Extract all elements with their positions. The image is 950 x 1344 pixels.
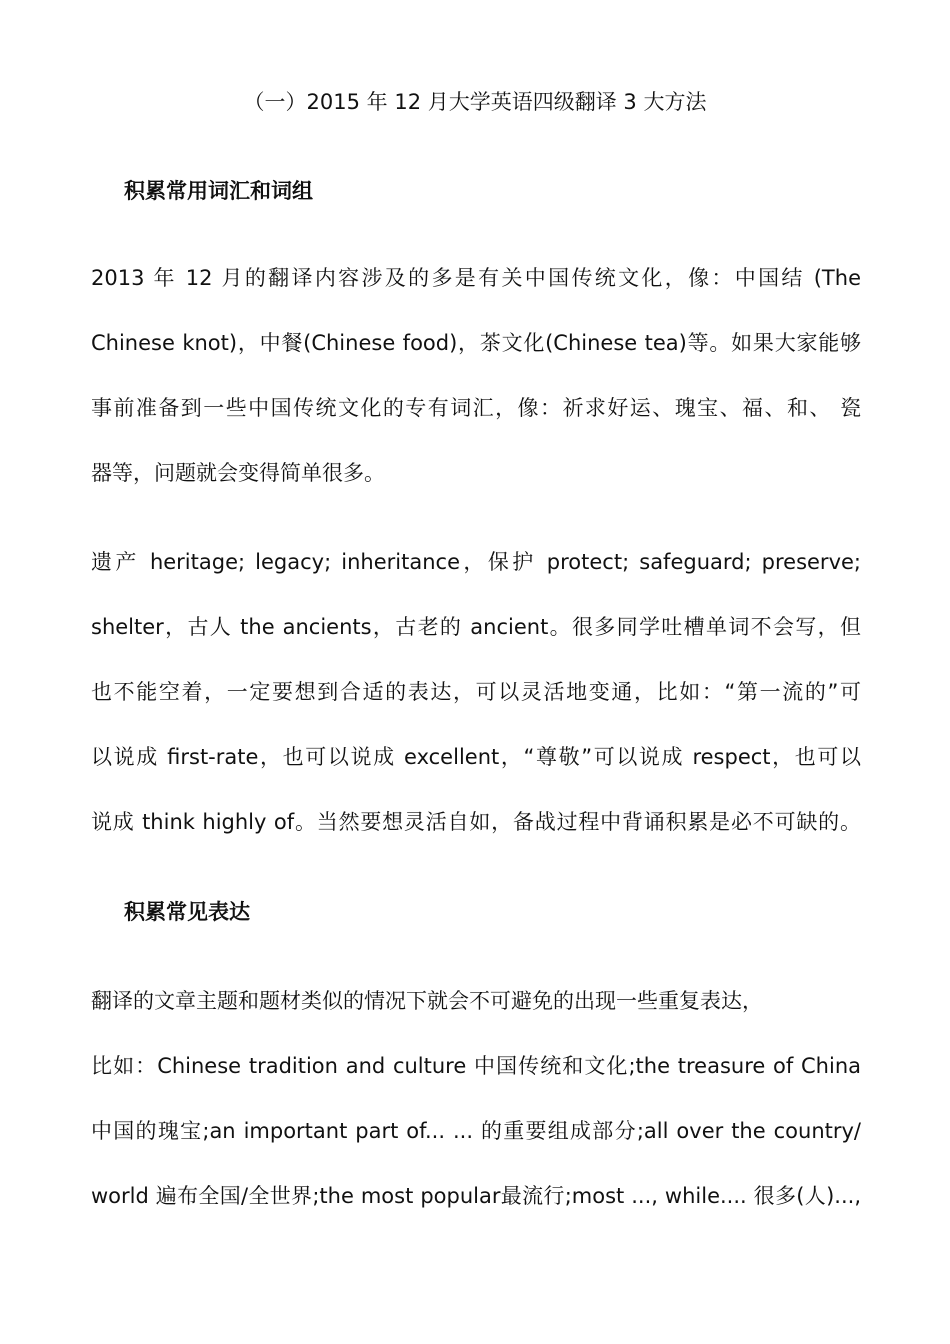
section-heading-expressions: 积累常见表达 — [124, 900, 250, 924]
paragraph-line: 器等，问题就会变得简单很多。 — [91, 461, 385, 485]
paragraph-line: 翻译的文章主题和题材类似的情况下就会不可避免的出现一些重复表达， — [91, 989, 763, 1013]
paragraph-line: 2013 年 12 月的翻译内容涉及的多是有关中国传统文化，像：中国结 (The — [91, 266, 861, 290]
paragraph-line: 说成 think highly of。当然要想灵活自如，备战过程中背诵积累是必不可缺的。 — [91, 810, 861, 834]
paragraph-line: 也不能空着，一定要想到合适的表达，可以灵活地变通，比如：“第一流的”可 — [91, 680, 861, 704]
paragraph-line: 事前准备到一些中国传统文化的专有词汇，像：祈求好运、瑰宝、福、和、 瓷 — [91, 396, 861, 420]
paragraph-line: 遗产 heritage; legacy; inheritance，保护 protect; safeguard; preserve; — [91, 550, 861, 574]
document-title: （一）2015 年 12 月大学英语四级翻译 3 大方法 — [243, 90, 707, 114]
paragraph-line: shelter，古人 the ancients，古老的 ancient。很多同学吐槽单词不会写，但 — [91, 615, 861, 639]
paragraph-line: 比如：Chinese tradition and culture 中国传统和文化;the treasure of China — [91, 1054, 861, 1078]
paragraph-line: world 遍布全国/全世界;the most popular最流行;most ..., while.... 很多(人)..., — [91, 1184, 861, 1208]
section-heading-vocabulary: 积累常用词汇和词组 — [124, 179, 313, 203]
paragraph-line: 以说成 first-rate，也可以说成 excellent，“尊敬”可以说成 respect，也可以 — [91, 745, 861, 769]
paragraph-line: 中国的瑰宝;an important part of... ... 的重要组成部分;all over the country/ — [91, 1119, 861, 1143]
paragraph-line: Chinese knot)，中餐(Chinese food)，茶文化(Chinese tea)等。如果大家能够 — [91, 331, 861, 355]
